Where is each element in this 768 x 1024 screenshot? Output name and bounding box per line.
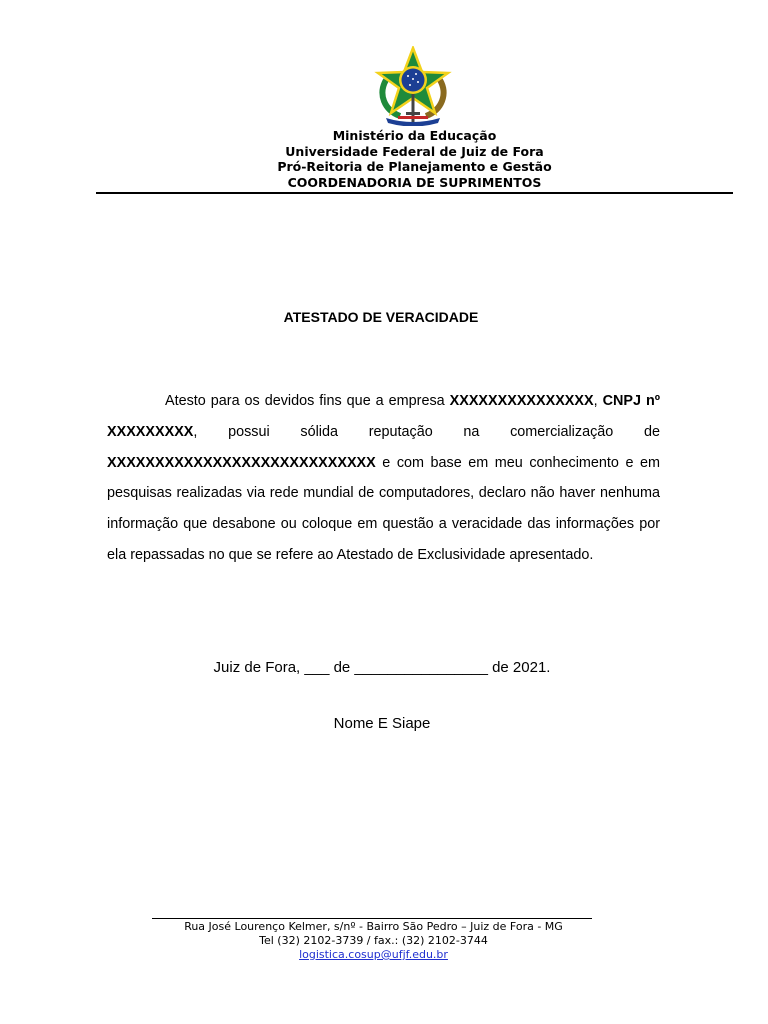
signature-line: Nome E Siape bbox=[333, 715, 431, 732]
document-title: ATESTADO DE VERACIDADE bbox=[283, 309, 479, 325]
body-text-intro: Atesto para os devidos fins que a empresa bbox=[165, 393, 450, 409]
product-placeholder: XXXXXXXXXXXXXXXXXXXXXXXXXXXX bbox=[107, 454, 376, 471]
footer-address: Rua José Lourenço Kelmer, s/nº - Bairro São Pedro – Juiz de Fora - MG bbox=[184, 920, 563, 933]
brazil-coat-of-arms-icon bbox=[372, 46, 454, 126]
body-text-declaration: e com base em meu conhecimento e em pesquisas realizadas via rede mundial de computadores, declaro não haver nenhuma informação que desabone ou coloque em questão a veracidade das informações por ela repassadas no que se refere ao Atestado de Exclusividade apresentado. bbox=[107, 454, 660, 563]
header-university: Universidade Federal de Juiz de Fora bbox=[285, 143, 544, 159]
body-text-reputation: , possui sólida reputação na comercialização de bbox=[193, 423, 660, 440]
cnpj-placeholder: CNPJ nº XXXXXXXXX bbox=[107, 393, 661, 440]
attestation-body bbox=[107, 386, 660, 571]
header-pro-rectory: Pró-Reitoria de Planejamento e Gestão bbox=[277, 159, 552, 174]
footer-email-link[interactable]: logistica.cosup@ufjf.edu.br bbox=[299, 948, 448, 961]
date-line: Juiz de Fora, ___ de ________________ de 2021. bbox=[213, 659, 551, 676]
header-ministry: Ministério da Educação bbox=[332, 128, 497, 143]
header-coordination: COORDENADORIA DE SUPRIMENTOS bbox=[287, 174, 542, 190]
company-placeholder: XXXXXXXXXXXXXXX bbox=[449, 393, 594, 409]
footer-divider bbox=[152, 918, 592, 919]
header-divider bbox=[96, 192, 733, 194]
footer bbox=[96, 920, 651, 962]
institution-header bbox=[96, 128, 733, 190]
body-text-separator: , bbox=[593, 393, 603, 409]
footer-phone: Tel (32) 2102-3739 / fax.: (32) 2102-3744 bbox=[259, 934, 488, 947]
